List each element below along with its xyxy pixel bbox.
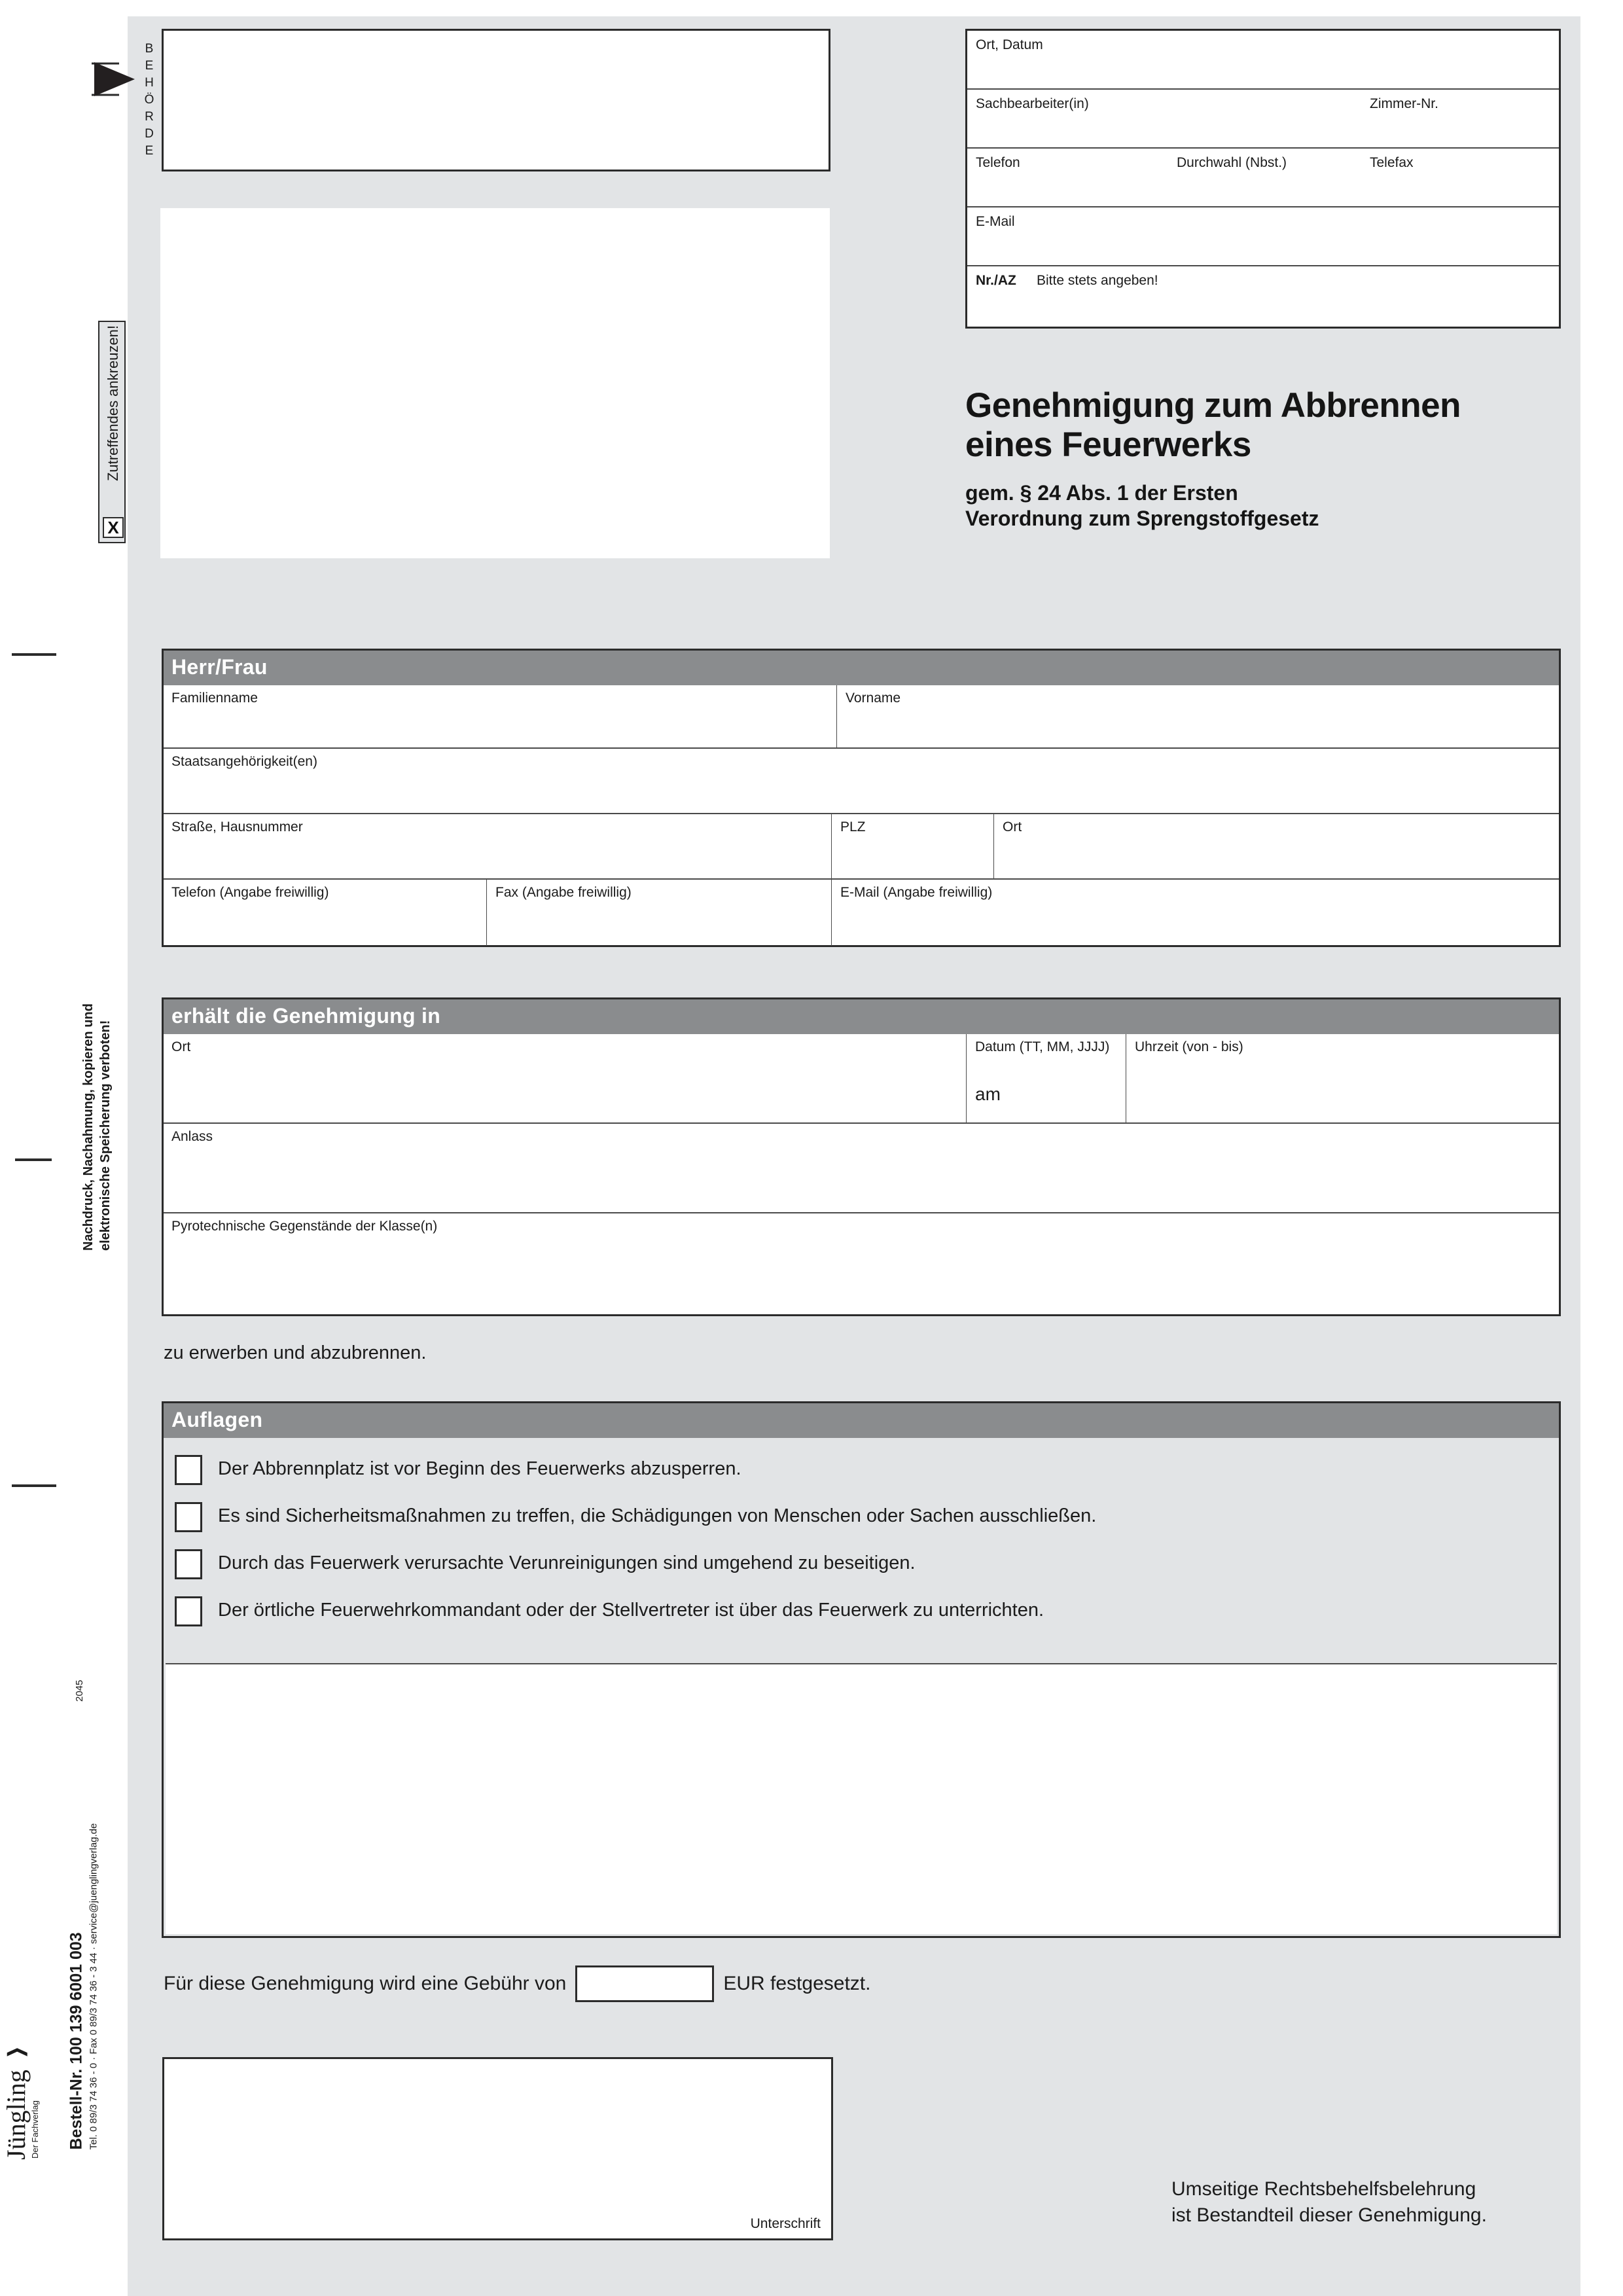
auflagen-checkbox-2[interactable] — [175, 1502, 202, 1532]
publisher-tagline: Der Fachverlag — [30, 2100, 40, 2159]
contact-row-sachbearbeiter[interactable] — [967, 90, 1559, 149]
margin-tick-3 — [12, 1484, 56, 1487]
row-address[interactable] — [164, 814, 1559, 880]
row-staatsangehoerigkeit[interactable] — [164, 749, 1559, 814]
auflagen-checkbox-3[interactable] — [175, 1549, 202, 1579]
publisher-mark-icon: ❯ — [5, 2046, 27, 2058]
auflagen-freetext-area[interactable] — [166, 1663, 1557, 1934]
arrow-marker-icon — [92, 59, 137, 99]
strasse-label: Straße, Hausnummer — [171, 819, 303, 834]
permission-datum-label: Datum (TT, MM, JJJJ) — [975, 1039, 1110, 1054]
signature-box[interactable] — [162, 2057, 833, 2240]
margin-tick-2 — [15, 1158, 52, 1161]
row-ort-datum-uhrzeit[interactable] — [164, 1034, 1559, 1124]
auflagen-section-heading: Auflagen — [164, 1403, 1559, 1438]
rechtsbehelf-note — [1171, 2176, 1487, 2229]
rechtsbehelf-line1: Umseitige Rechtsbehelfsbelehrung — [1171, 2178, 1476, 2200]
fee-suffix-label: EUR festgesetzt. — [723, 1973, 871, 1994]
email-label: E-Mail — [976, 214, 1015, 229]
order-number: Bestell-Nr. 100 139 6001 003 — [67, 1932, 86, 2150]
margin-tick-1 — [12, 653, 56, 656]
vorname-label: Vorname — [846, 691, 901, 706]
page-subtitle — [965, 480, 1574, 531]
telefax-label: Telefax — [1370, 155, 1414, 170]
person-fax-label: Fax (Angabe freiwillig) — [495, 885, 632, 900]
row-pyro-klasse[interactable] — [164, 1213, 1559, 1315]
publisher-logo — [3, 2009, 43, 2160]
contact-row-ort-datum[interactable] — [967, 31, 1559, 90]
page-title — [965, 386, 1574, 465]
auflagen-item[interactable] — [164, 1502, 1559, 1549]
document-title-block — [965, 386, 1574, 531]
durchwahl-label: Durchwahl (Nbst.) — [1177, 155, 1287, 170]
behoerde-letter: R — [145, 110, 154, 124]
fee-line — [164, 1965, 870, 2002]
person-email-label: E-Mail (Angabe freiwillig) — [840, 885, 993, 900]
column-divider — [831, 814, 832, 878]
auflagen-item[interactable] — [164, 1455, 1559, 1502]
telefon-label: Telefon — [976, 155, 1020, 170]
row-contact[interactable] — [164, 880, 1559, 946]
pyro-klasse-label: Pyrotechnische Gegenstände der Klasse(n) — [171, 1219, 438, 1234]
auflagen-item-label: Der örtliche Feuerwehrkommandant oder der Stellvertreter ist über das Feuerwerk zu unterrichten. — [218, 1600, 1044, 1621]
column-divider — [993, 814, 994, 878]
behoerde-letter: B — [145, 42, 154, 56]
rechtsbehelf-line2: ist Bestandteil dieser Genehmigung. — [1171, 2204, 1487, 2226]
auflagen-item-label: Durch das Feuerwerk verursachte Verunreinigungen sind umgehend zu beseitigen. — [218, 1552, 916, 1573]
row-name[interactable] — [164, 685, 1559, 749]
order-info-block — [67, 1731, 99, 2150]
auflagen-item[interactable] — [164, 1549, 1559, 1596]
example-checkbox-x-icon: X — [103, 517, 124, 538]
contact-details-table — [965, 29, 1561, 329]
form-code: 2045 — [74, 1679, 85, 1702]
auflagen-checkbox-list — [164, 1438, 1559, 1643]
behoerde-vertical-label — [138, 41, 160, 160]
address-window-area[interactable] — [160, 208, 830, 558]
behoerde-letter: E — [145, 59, 154, 73]
auflagen-item[interactable] — [164, 1596, 1559, 1643]
staatsangehoerigkeit-label: Staatsangehörigkeit(en) — [171, 754, 317, 769]
nr-az-note: Bitte stets angeben! — [1037, 273, 1158, 288]
copyright-notice-line2: elektronische Speicherung verboten! — [98, 1020, 113, 1251]
auflagen-item-label: Der Abbrennplatz ist vor Beginn des Feuerwerks abzusperren. — [218, 1458, 741, 1479]
contact-row-telefon[interactable] — [967, 149, 1559, 207]
plz-label: PLZ — [840, 819, 866, 834]
row-anlass[interactable] — [164, 1124, 1559, 1213]
permission-section-heading: erhält die Genehmigung in — [164, 999, 1559, 1034]
anlass-label: Anlass — [171, 1129, 213, 1144]
page-title-line1: Genehmigung zum Abbrennen — [965, 386, 1461, 425]
behoerde-letter: E — [145, 144, 154, 158]
behoerde-letter: Ö — [144, 93, 154, 107]
zutreffendes-ankreuzen-notice — [98, 321, 126, 543]
ort-datum-label: Ort, Datum — [976, 37, 1043, 52]
familienname-label: Familienname — [171, 691, 258, 706]
column-divider — [831, 880, 832, 946]
permission-ort-label: Ort — [171, 1039, 191, 1054]
auflagen-checkbox-4[interactable] — [175, 1596, 202, 1626]
page-title-line2: eines Feuerwerks — [965, 425, 1251, 464]
zimmer-nr-label: Zimmer-Nr. — [1370, 96, 1438, 111]
zutreffendes-ankreuzen-label: Zutreffendes ankreuzen! — [105, 325, 121, 482]
ort-label: Ort — [1003, 819, 1022, 834]
datum-prefix-am: am — [975, 1084, 1001, 1104]
behoerde-letter: D — [145, 127, 154, 141]
permission-trailing-text: zu erwerben und abzubrennen. — [164, 1342, 427, 1363]
person-telefon-label: Telefon (Angabe freiwillig) — [171, 885, 329, 900]
fee-amount-input[interactable] — [575, 1965, 714, 2002]
behoerde-letter: H — [145, 76, 154, 90]
contact-row-email[interactable] — [967, 207, 1559, 266]
auflagen-section — [162, 1401, 1561, 1938]
copyright-notice-line1: Nachdruck, Nachahmung, kopieren und — [81, 1003, 96, 1251]
authority-input-box[interactable] — [162, 29, 830, 171]
permission-uhrzeit-label: Uhrzeit (von - bis) — [1135, 1039, 1243, 1054]
auflagen-item-label: Es sind Sicherheitsmaßnahmen zu treffen, die Schädigungen von Menschen oder Sachen ausschließen. — [218, 1505, 1097, 1526]
publisher-name: Jüngling — [1, 2070, 31, 2160]
nr-az-label: Nr./AZ — [976, 273, 1016, 288]
column-divider — [966, 1034, 967, 1122]
column-divider — [836, 685, 837, 747]
column-divider — [486, 880, 487, 946]
auflagen-checkbox-1[interactable] — [175, 1455, 202, 1485]
person-section-heading: Herr/Frau — [164, 651, 1559, 685]
page-subtitle-line2: Verordnung zum Sprengstoffgesetz — [965, 507, 1319, 530]
sachbearbeiter-label: Sachbearbeiter(in) — [976, 96, 1089, 111]
page-subtitle-line1: gem. § 24 Abs. 1 der Ersten — [965, 481, 1238, 505]
person-details-section — [162, 649, 1561, 947]
publisher-contact-line: Tel. 0 89/3 74 36 - 0 · Fax 0 89/3 74 36 - 3 44 · service@juenglingverlag.de — [88, 1823, 99, 2150]
copyright-notice — [80, 963, 114, 1251]
contact-row-nr-az[interactable] — [967, 266, 1559, 327]
permission-details-section — [162, 997, 1561, 1316]
signature-label: Unterschrift — [750, 2216, 821, 2231]
fee-prefix-label: Für diese Genehmigung wird eine Gebühr von — [164, 1973, 567, 1994]
